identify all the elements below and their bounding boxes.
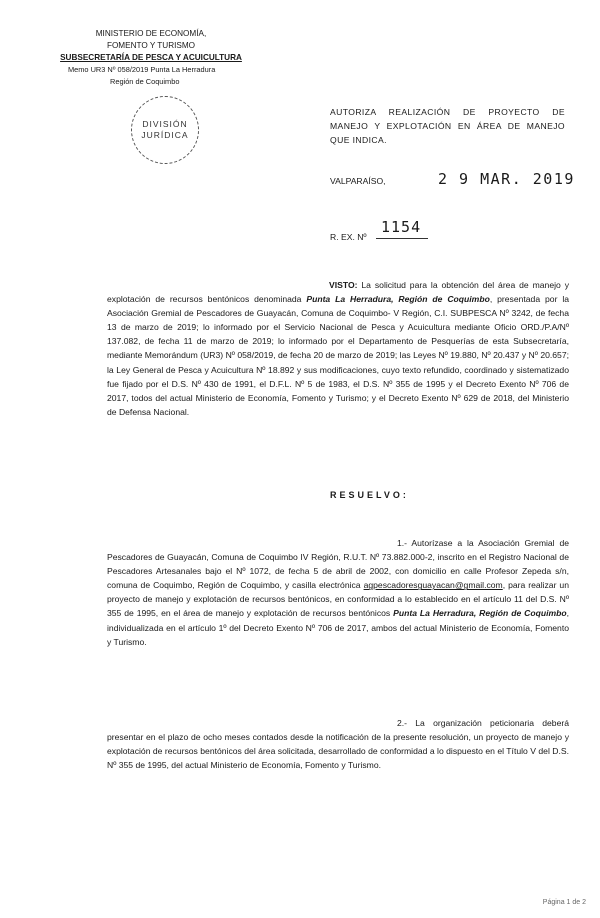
page-number: Página 1 de 2: [542, 899, 586, 906]
stamp-line-1: DIVISIÓN: [142, 119, 188, 129]
resolution-article-2: [107, 716, 569, 772]
article-1-text-3: , individualizada en el artículo 1º del Decreto Exento Nº 706 de 2017, ambos del actual Ministerio de Economía, Fomento y Turismo.: [107, 608, 569, 647]
letterhead-ministry: MINISTERIO DE ECONOMÍA,: [95, 29, 207, 38]
visto-text-1: La solicitud para la obtención del área de manejo y explotación de recursos bentónicos denominada: [107, 280, 569, 305]
visto-label: VISTO:: [329, 280, 358, 290]
letterhead-ministry-2: FOMENTO Y TURISMO: [106, 41, 196, 50]
article-1-text-1: 1.- Autorízase a la Asociación Gremial de Pescadores de Guayacán, Comuna de Coquimbo IV Región, R.U.T. Nº 73.882.000-2, inscrito en el Registro Nacional de Pescadores Artesanales bajo el Nº 1072, de fecha 5 de abril de 2002, con domicilio en calle Profesor Zepeda s/n, comuna de Coquimbo, Región de Coquimbo, y casilla electrónica: [107, 538, 569, 591]
article-2-text: 2.- La organización peticionaria deberá presentar en el plazo de ocho meses contados desde la notificación de la presente resolución, un proyecto de manejo y explotación de recursos bentónicos del área solicitada, desarrollado de conformidad a lo dispuesto en el Título V del D.S. Nº 355 de 1995, del actual Ministerio de Economía, Fomento y Turismo.: [107, 718, 569, 771]
place-label: VALPARAÍSO,: [330, 176, 386, 186]
letterhead-memo: Memo UR3 Nº 058/2019 Punta La Herradura: [68, 65, 216, 74]
resolution-heading: AUTORIZA REALIZACIÓN DE PROYECTO DE MANEJO Y EXPLOTACIÓN EN ÁREA DE MANEJO QUE INDICA.: [330, 107, 565, 145]
email-link[interactable]: agpescadoresguayacan@gmail.com: [363, 580, 503, 591]
article-1-area-name: Punta La Herradura, Región de Coquimbo: [393, 608, 567, 619]
visto-text-2: , presentada por la Asociación Gremial de Pescadores de Guayacán, Comuna de Coquimbo- V Región, C.I. SUBPESCA Nº 3242, de fecha 13 de marzo de 2019; lo informado por el Servicio Nacional de Pesca y Acuicultura mediante Oficio ORD./P.A/Nº 137.082, de fecha 11 de marzo de 2019; lo informado por el Departamento de Pesquerías de esta Subsecretaría, mediante Memorándum (UR3) Nº 058/2019, de fecha 20 de marzo de 2019; las Leyes Nº 19.880, Nº 20.437 y Nº 20.657; la Ley General de Pesca y Acuicultura Nº 18.892 y sus modificaciones, cuyo texto refundido, coordinado y sistematizado fue fijado por el D.S. Nº 430 de 1991, el D.F.L. Nº 5 de 1983, el D.S. Nº 355 de 1995 y el Decreto Exento Nº 706 de 2017, todos del actual Ministerio de Economía, Fomento y Turismo; y el Decreto Exento Nº 629 de 2018, del Ministerio de Defensa Nacional.: [107, 294, 570, 417]
division-juridica-stamp: [131, 96, 199, 164]
stamp-line-2: JURÍDICA: [141, 130, 189, 140]
rex-underline: [376, 238, 428, 239]
rex-label: R. EX. Nº: [330, 232, 367, 242]
visto-area-name: Punta La Herradura, Región de Coquimbo: [306, 294, 490, 305]
resuelvo-heading: RESUELVO:: [330, 490, 409, 500]
letterhead-region: Región de Coquimbo: [110, 77, 180, 86]
resolution-article-1: [107, 536, 569, 649]
rex-number: 1154: [381, 218, 422, 236]
letterhead-subsecretaria: SUBSECRETARÍA DE PESCA Y ACUICULTURA: [60, 53, 242, 62]
letterhead: [56, 28, 246, 88]
visto-paragraph: [107, 278, 569, 419]
resolution-date: 2 9 MAR. 2019: [438, 170, 575, 188]
article-1-text-2: , para realizar un proyecto de manejo y explotación de recursos bentónicos, en conformidad a lo establecido en el artículo 11 del D.S. Nº 355 de 1995, en el área de manejo y explotación de recursos bentónicos: [107, 580, 569, 619]
